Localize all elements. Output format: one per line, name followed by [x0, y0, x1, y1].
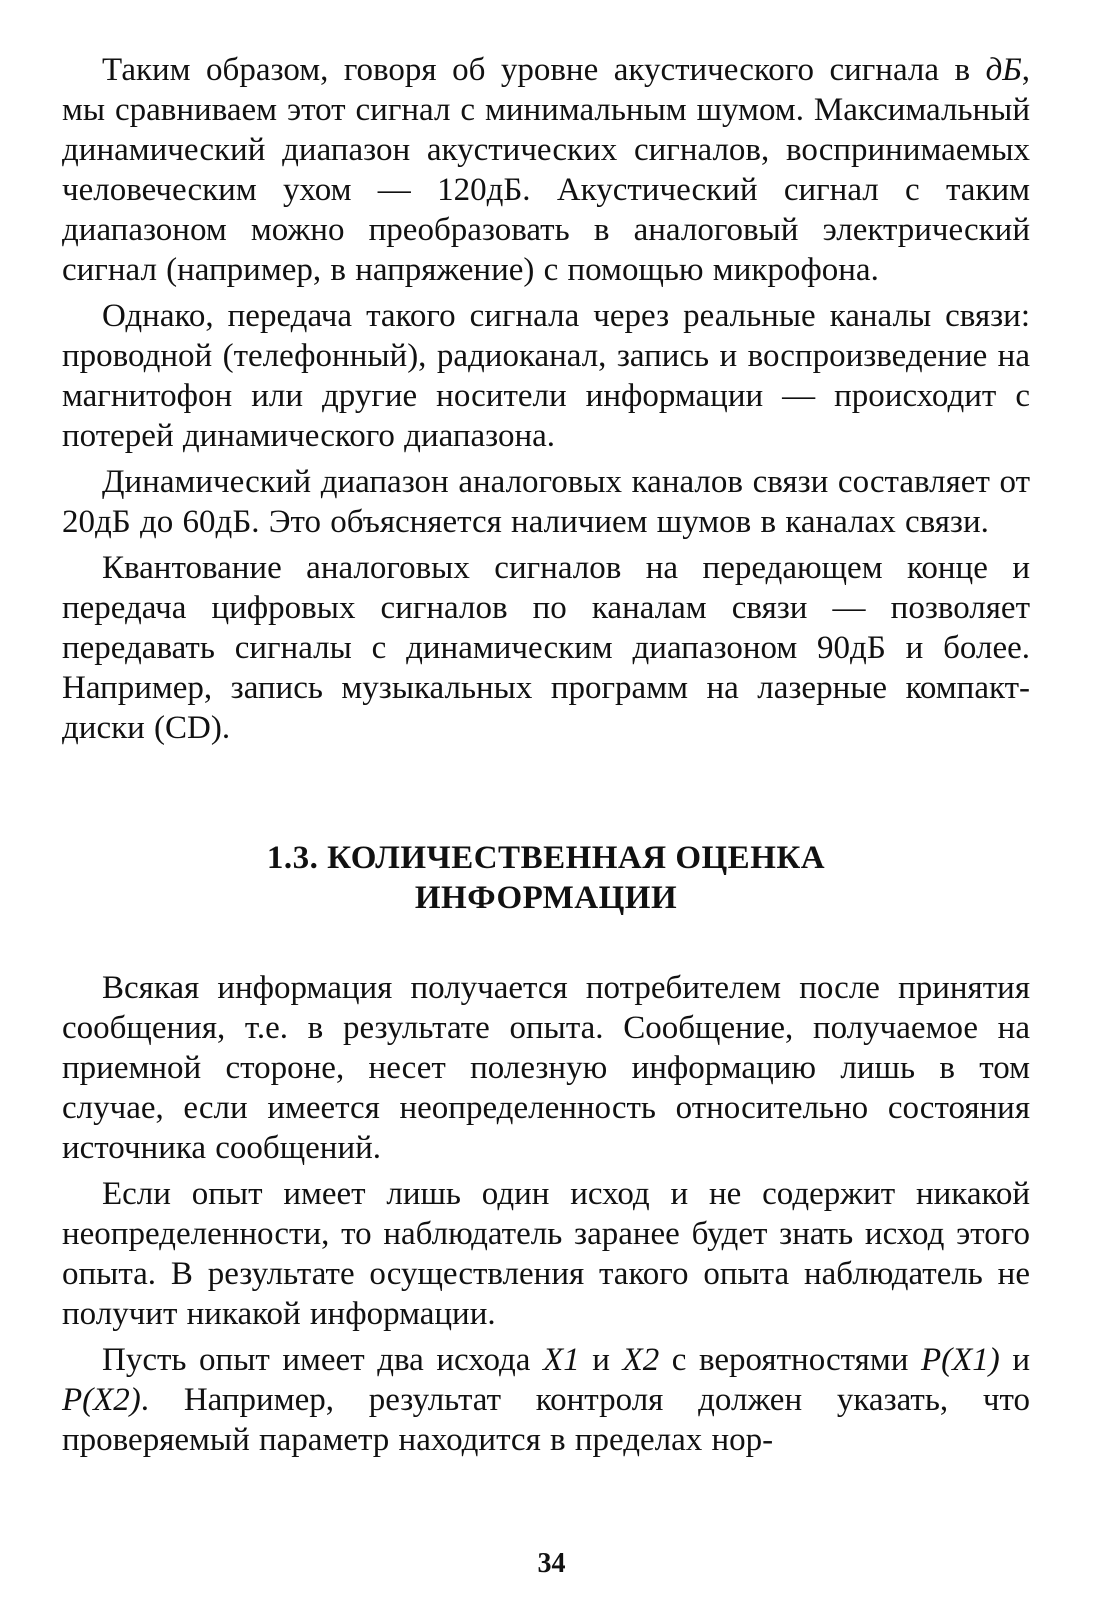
section-heading-line-2: ИНФОРМАЦИИ [414, 880, 678, 916]
book-page [62, 50, 1030, 1462]
outcome-x1: X1 [543, 1342, 580, 1378]
paragraph-7-text-5: . Например, результат контроля должен указать, что проверяемый параметр находится в пределах нор- [62, 1382, 1030, 1458]
probability-p-x1: P(X1) [920, 1342, 1000, 1378]
probability-p-x2: P(X2) [62, 1382, 141, 1418]
paragraph-2: Однако, передача такого сигнала через реальные каналы связи: проводной (телефонный), радиоканал, запись и воспроизведение на магнитофон или другие носители информации — происходит с потерей динамического диапазона. [62, 298, 1030, 454]
paragraph-1-text-start: Таким образом, говоря об уровне акустического сигнала в [102, 52, 986, 88]
paragraph-7-text-3: с вероятностями [659, 1342, 921, 1378]
decibel-unit-italic: дБ [985, 52, 1022, 88]
section-heading-line-1: 1.3. КОЛИЧЕСТВЕННАЯ ОЦЕНКА [266, 840, 826, 876]
paragraph-1 [62, 50, 1030, 290]
paragraph-3: Динамический диапазон аналоговых каналов связи составляет от 20дБ до 60дБ. Это объясняется наличием шумов в каналах связи. [62, 464, 1030, 540]
paragraph-7 [62, 1340, 1030, 1460]
section-heading [62, 838, 1030, 918]
paragraph-7-text-2: и [579, 1342, 623, 1378]
paragraph-5: Всякая информация получается потребителем после принятия сообщения, т.е. в результате опыта. Сообщение, получаемое на приемной стороне, несет полезную информацию лишь в том случае, если имеется неопределенность относительно состояния источника сообщений. [62, 970, 1030, 1166]
paragraph-1-text-end: , мы сравниваем этот сигнал с минимальным шумом. Максимальный динамический диапазон акустических сигналов, воспринимаемых человеческим ухом — 120дБ. Акустический сигнал с таким диапазоном можно преобразовать в аналоговый электрический сигнал (например, в напряжение) с помощью микрофона. [62, 52, 1030, 288]
paragraph-7-text-4: и [999, 1342, 1030, 1378]
paragraph-7-text-1: Пусть опыт имеет два исхода [102, 1342, 544, 1378]
paragraph-6: Если опыт имеет лишь один исход и не содержит никакой неопределенности, то наблюдатель заранее будет знать исход этого опыта. В результате осуществления такого опыта наблюдатель не получит никакой информации. [62, 1176, 1030, 1332]
outcome-x2: X2 [622, 1342, 660, 1378]
paragraph-4: Квантование аналоговых сигналов на передающем конце и передача цифровых сигналов по каналам связи — позволяет передавать сигналы с динамическим диапазоном 90дБ и более. Например, запись музыкальных программ на лазерные компакт-диски (CD). [62, 550, 1030, 746]
page-number: 34 [537, 1548, 566, 1579]
